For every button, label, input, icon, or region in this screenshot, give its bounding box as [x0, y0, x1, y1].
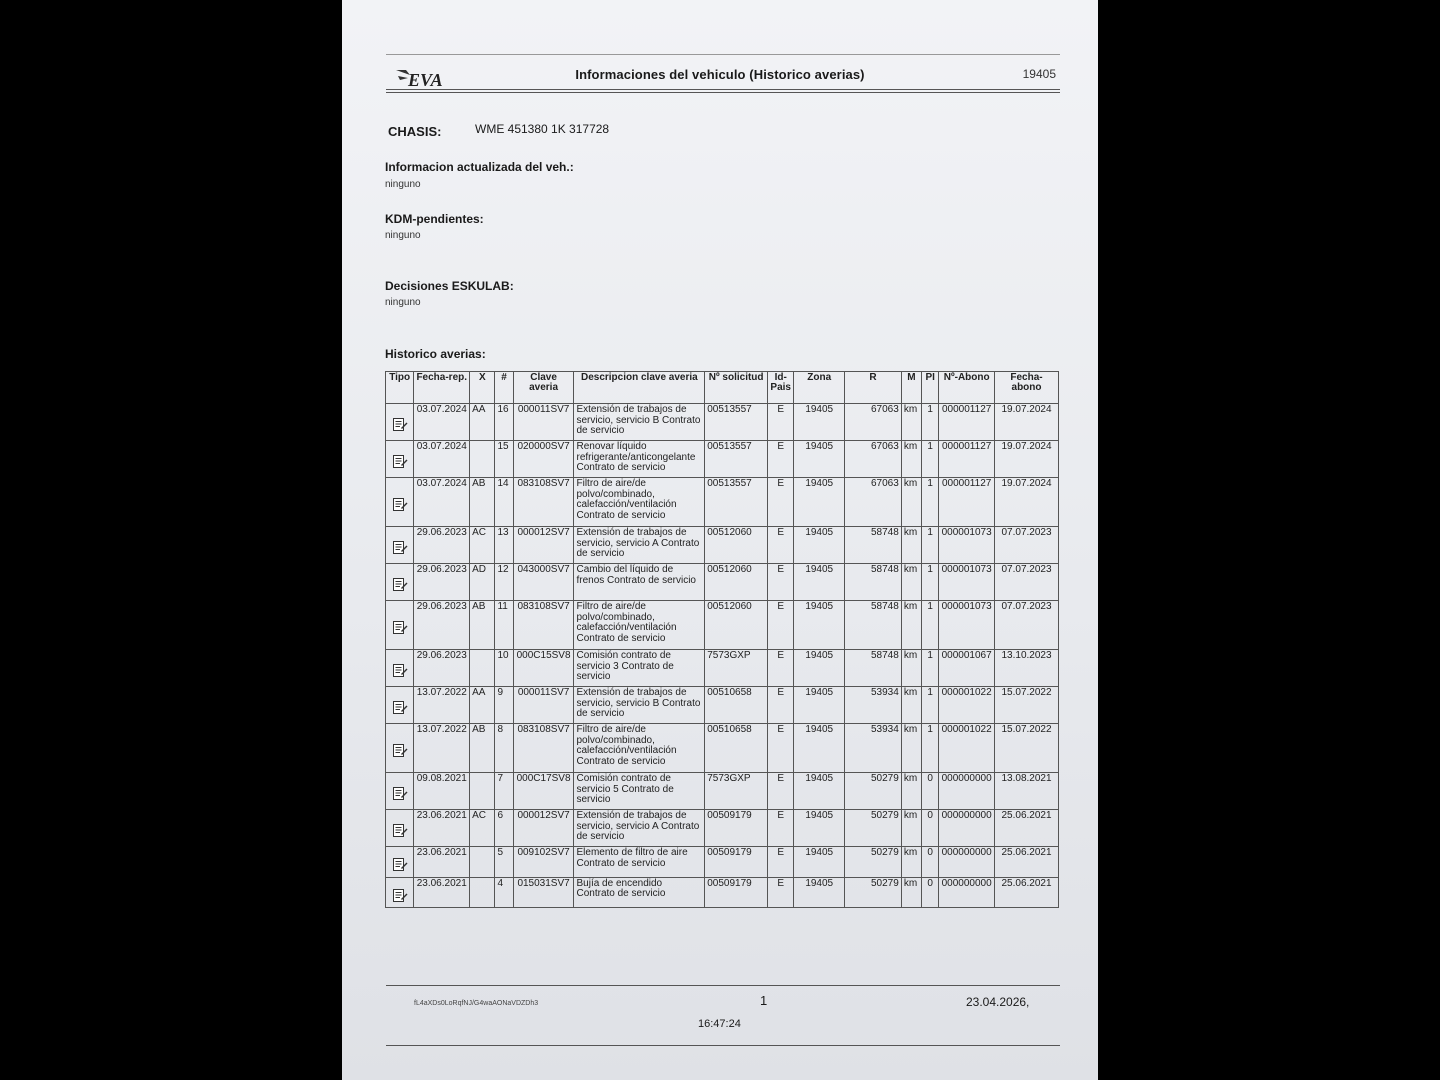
row-abono: 000000000 [939, 877, 995, 908]
row-clave: 043000SV7 [513, 564, 574, 601]
row-desc: Extensión de trabajos de servicio, servicio B Contrato de servicio [574, 687, 705, 724]
row-x: AB [470, 601, 495, 650]
document-edit-icon[interactable] [392, 887, 408, 903]
section-eskulab-label: Decisiones ESKULAB: [385, 279, 514, 293]
table-row [386, 773, 1059, 810]
row-fecha: 13.07.2022 [414, 724, 470, 773]
row-zona: 19405 [794, 441, 845, 478]
row-tipo [386, 847, 414, 878]
table-row [386, 877, 1059, 908]
table-row [386, 724, 1059, 773]
row-num: 5 [495, 847, 513, 878]
row-clave: 020000SV7 [513, 441, 574, 478]
row-num: 4 [495, 877, 513, 908]
row-tipo [386, 810, 414, 847]
row-solicitud: 00509179 [705, 847, 768, 878]
row-desc: Filtro de aire/de polvo/combinado, calefacción/ventilación Contrato de servicio [574, 601, 705, 650]
row-solicitud: 7573GXP [705, 773, 768, 810]
table-row [386, 404, 1059, 441]
row-pais: E [768, 404, 794, 441]
table-row [386, 527, 1059, 564]
footer-code: fL4aXDs0LoRqfNJ/G4waAONaVDZDh3 [414, 1000, 539, 1007]
row-clave: 009102SV7 [513, 847, 574, 878]
row-solicitud: 7573GXP [705, 650, 768, 687]
row-pi: 0 [922, 847, 939, 878]
row-m: km [901, 687, 921, 724]
row-m: km [901, 478, 921, 527]
row-r: 50279 [845, 810, 902, 847]
row-tipo [386, 404, 414, 441]
document-edit-icon[interactable] [392, 662, 408, 678]
row-num: 16 [495, 404, 513, 441]
row-zona: 19405 [794, 877, 845, 908]
row-pi: 1 [922, 724, 939, 773]
table-header-row [386, 372, 1059, 404]
row-r: 58748 [845, 527, 902, 564]
row-desc: Bujía de encendido Contrato de servicio [574, 877, 705, 908]
document-edit-icon[interactable] [392, 785, 408, 801]
row-pais: E [768, 810, 794, 847]
row-solicitud: 00509179 [705, 810, 768, 847]
col-header: Tipo [386, 372, 414, 404]
row-fecha: 03.07.2024 [414, 404, 470, 441]
row-fecha: 13.07.2022 [414, 687, 470, 724]
row-pais: E [768, 564, 794, 601]
row-r: 50279 [845, 877, 902, 908]
table-row [386, 650, 1059, 687]
row-solicitud: 00509179 [705, 877, 768, 908]
row-abono: 000000000 [939, 773, 995, 810]
row-x: AA [470, 404, 495, 441]
row-num: 15 [495, 441, 513, 478]
row-pi: 0 [922, 810, 939, 847]
row-clave: 000012SV7 [513, 810, 574, 847]
row-pi: 1 [922, 527, 939, 564]
row-abono: 000000000 [939, 810, 995, 847]
row-abono: 000001073 [939, 527, 995, 564]
row-zona: 19405 [794, 650, 845, 687]
document-edit-icon[interactable] [392, 496, 408, 512]
row-fecha: 23.06.2021 [414, 847, 470, 878]
page-number: 1 [760, 993, 768, 1008]
row-r: 67063 [845, 404, 902, 441]
row-clave: 000C15SV8 [513, 650, 574, 687]
row-pais: E [768, 527, 794, 564]
col-header: M [901, 372, 921, 404]
row-fecha-abono: 15.07.2022 [995, 687, 1059, 724]
row-desc: Comisión contrato de servicio 3 Contrato de servicio [574, 650, 705, 687]
row-tipo [386, 650, 414, 687]
row-fecha: 29.06.2023 [414, 564, 470, 601]
row-solicitud: 00510658 [705, 687, 768, 724]
document-edit-icon[interactable] [392, 822, 408, 838]
table-row [386, 687, 1059, 724]
row-abono: 000000000 [939, 847, 995, 878]
row-fecha: 29.06.2023 [414, 601, 470, 650]
section-info-label: Informacion actualizada del veh.: [385, 160, 574, 174]
row-num: 8 [495, 724, 513, 773]
row-m: km [901, 810, 921, 847]
row-r: 50279 [845, 773, 902, 810]
row-tipo [386, 527, 414, 564]
footer-rule-2 [386, 1045, 1060, 1046]
row-pi: 1 [922, 478, 939, 527]
row-fecha-abono: 15.07.2022 [995, 724, 1059, 773]
col-header: Id-Pais [768, 372, 794, 404]
row-x: AB [470, 724, 495, 773]
row-num: 9 [495, 687, 513, 724]
row-m: km [901, 527, 921, 564]
section-kdm-label: KDM-pendientes: [385, 212, 484, 226]
row-x [470, 650, 495, 687]
row-abono: 000001127 [939, 441, 995, 478]
row-abono: 000001067 [939, 650, 995, 687]
row-m: km [901, 441, 921, 478]
row-fecha: 03.07.2024 [414, 441, 470, 478]
row-x: AC [470, 810, 495, 847]
table-row [386, 847, 1059, 878]
history-table [385, 371, 1059, 908]
row-clave: 000012SV7 [513, 527, 574, 564]
row-fecha-abono: 07.07.2023 [995, 527, 1059, 564]
row-desc: Comisión contrato de servicio 5 Contrato de servicio [574, 773, 705, 810]
row-pais: E [768, 650, 794, 687]
row-abono: 000001073 [939, 601, 995, 650]
row-fecha-abono: 07.07.2023 [995, 564, 1059, 601]
section-kdm-value: ninguno [385, 230, 421, 241]
row-pais: E [768, 601, 794, 650]
row-solicitud: 00512060 [705, 601, 768, 650]
row-abono: 000001022 [939, 724, 995, 773]
row-abono: 000001127 [939, 478, 995, 527]
col-header: X [470, 372, 495, 404]
row-solicitud: 00513557 [705, 478, 768, 527]
row-desc: Elemento de filtro de aire Contrato de servicio [574, 847, 705, 878]
row-pi: 1 [922, 687, 939, 724]
row-desc: Extensión de trabajos de servicio, servicio A Contrato de servicio [574, 527, 705, 564]
col-header: Fecha-abono [995, 372, 1059, 404]
row-tipo [386, 441, 414, 478]
col-header: # [495, 372, 513, 404]
row-x [470, 773, 495, 810]
row-desc: Filtro de aire/de polvo/combinado, calefacción/ventilación Contrato de servicio [574, 724, 705, 773]
row-zona: 19405 [794, 564, 845, 601]
row-zona: 19405 [794, 773, 845, 810]
row-num: 13 [495, 527, 513, 564]
row-x [470, 877, 495, 908]
row-pi: 0 [922, 773, 939, 810]
row-abono: 000001022 [939, 687, 995, 724]
row-fecha-abono: 07.07.2023 [995, 601, 1059, 650]
col-header: Descripcion clave averia [574, 372, 705, 404]
row-fecha-abono: 19.07.2024 [995, 478, 1059, 527]
table-row [386, 810, 1059, 847]
row-m: km [901, 564, 921, 601]
row-tipo [386, 601, 414, 650]
row-fecha: 23.06.2021 [414, 810, 470, 847]
row-r: 58748 [845, 601, 902, 650]
history-title: Historico averias: [385, 347, 486, 361]
row-desc: Extensión de trabajos de servicio, servicio A Contrato de servicio [574, 810, 705, 847]
row-num: 7 [495, 773, 513, 810]
row-r: 53934 [845, 724, 902, 773]
section-info-value: ninguno [385, 179, 421, 190]
row-fecha-abono: 13.08.2021 [995, 773, 1059, 810]
row-x [470, 847, 495, 878]
page-title: Informaciones del vehiculo (Historico averias) [575, 67, 865, 82]
row-num: 10 [495, 650, 513, 687]
row-abono: 000001073 [939, 564, 995, 601]
row-fecha-abono: 19.07.2024 [995, 404, 1059, 441]
section-eskulab-value: ninguno [385, 297, 421, 308]
row-zona: 19405 [794, 847, 845, 878]
row-clave: 000C17SV8 [513, 773, 574, 810]
row-pais: E [768, 478, 794, 527]
table-row [386, 478, 1059, 527]
row-num: 14 [495, 478, 513, 527]
row-solicitud: 00513557 [705, 441, 768, 478]
col-header: R [845, 372, 902, 404]
row-fecha: 09.08.2021 [414, 773, 470, 810]
row-tipo [386, 478, 414, 527]
col-header: Nº-Abono [939, 372, 995, 404]
row-r: 58748 [845, 650, 902, 687]
row-r: 53934 [845, 687, 902, 724]
row-zona: 19405 [794, 601, 845, 650]
row-pi: 1 [922, 564, 939, 601]
row-tipo [386, 877, 414, 908]
row-num: 11 [495, 601, 513, 650]
table-row [386, 441, 1059, 478]
row-tipo [386, 724, 414, 773]
row-m: km [901, 724, 921, 773]
header-code: 19405 [1022, 67, 1056, 81]
row-r: 67063 [845, 478, 902, 527]
row-clave: 083108SV7 [513, 601, 574, 650]
chasis-label: CHASIS: [388, 124, 442, 139]
col-header: Nº solicitud [705, 372, 768, 404]
row-desc: Renovar líquido refrigerante/anticongelante Contrato de servicio [574, 441, 705, 478]
row-tipo [386, 687, 414, 724]
row-m: km [901, 847, 921, 878]
row-tipo [386, 564, 414, 601]
row-pais: E [768, 847, 794, 878]
row-clave: 083108SV7 [513, 724, 574, 773]
row-pi: 1 [922, 404, 939, 441]
footer-rule [386, 985, 1060, 986]
document-edit-icon[interactable] [392, 742, 408, 758]
document-edit-icon[interactable] [392, 539, 408, 555]
row-fecha-abono: 25.06.2021 [995, 847, 1059, 878]
row-fecha: 23.06.2021 [414, 877, 470, 908]
row-zona: 19405 [794, 724, 845, 773]
row-zona: 19405 [794, 810, 845, 847]
row-m: km [901, 650, 921, 687]
row-pais: E [768, 687, 794, 724]
row-zona: 19405 [794, 687, 845, 724]
row-zona: 19405 [794, 527, 845, 564]
document-edit-icon[interactable] [392, 416, 408, 432]
row-pais: E [768, 724, 794, 773]
row-num: 6 [495, 810, 513, 847]
row-r: 58748 [845, 564, 902, 601]
logo-text: EVA [408, 70, 443, 90]
row-pi: 1 [922, 650, 939, 687]
header-rule-2 [386, 92, 1060, 93]
print-date: 23.04.2026, [966, 995, 1030, 1009]
row-pais: E [768, 441, 794, 478]
row-pais: E [768, 773, 794, 810]
col-header: Fecha-rep. [414, 372, 470, 404]
table-row [386, 601, 1059, 650]
row-clave: 083108SV7 [513, 478, 574, 527]
row-pi: 0 [922, 877, 939, 908]
col-header: Zona [794, 372, 845, 404]
top-border [386, 54, 1060, 55]
row-pi: 1 [922, 601, 939, 650]
row-num: 12 [495, 564, 513, 601]
row-fecha-abono: 13.10.2023 [995, 650, 1059, 687]
row-m: km [901, 877, 921, 908]
row-solicitud: 00512060 [705, 564, 768, 601]
row-m: km [901, 773, 921, 810]
table-row [386, 564, 1059, 601]
row-m: km [901, 404, 921, 441]
document-edit-icon[interactable] [392, 619, 408, 635]
row-clave: 000011SV7 [513, 687, 574, 724]
col-header: PI [922, 372, 939, 404]
row-desc: Cambio del líquido de frenos Contrato de servicio [574, 564, 705, 601]
row-fecha-abono: 25.06.2021 [995, 810, 1059, 847]
row-abono: 000001127 [939, 404, 995, 441]
document-page [342, 0, 1098, 1080]
document-edit-icon[interactable] [392, 856, 408, 872]
row-r: 67063 [845, 441, 902, 478]
row-clave: 000011SV7 [513, 404, 574, 441]
row-desc: Extensión de trabajos de servicio, servicio B Contrato de servicio [574, 404, 705, 441]
row-solicitud: 00513557 [705, 404, 768, 441]
row-zona: 19405 [794, 478, 845, 527]
row-x [470, 441, 495, 478]
header-rule [386, 89, 1060, 90]
row-x: AD [470, 564, 495, 601]
col-header: Clave averia [513, 372, 574, 404]
print-time: 16:47:24 [698, 1018, 741, 1030]
row-m: km [901, 601, 921, 650]
row-fecha-abono: 19.07.2024 [995, 441, 1059, 478]
row-desc: Filtro de aire/de polvo/combinado, calefacción/ventilación Contrato de servicio [574, 478, 705, 527]
row-fecha: 29.06.2023 [414, 527, 470, 564]
row-tipo [386, 773, 414, 810]
row-solicitud: 00512060 [705, 527, 768, 564]
row-x: AC [470, 527, 495, 564]
row-solicitud: 00510658 [705, 724, 768, 773]
chasis-value: WME 451380 1K 317728 [475, 122, 610, 136]
row-pais: E [768, 877, 794, 908]
document-edit-icon[interactable] [392, 576, 408, 592]
row-zona: 19405 [794, 404, 845, 441]
row-clave: 015031SV7 [513, 877, 574, 908]
document-edit-icon[interactable] [392, 699, 408, 715]
row-fecha: 29.06.2023 [414, 650, 470, 687]
row-x: AA [470, 687, 495, 724]
row-pi: 1 [922, 441, 939, 478]
row-fecha-abono: 25.06.2021 [995, 877, 1059, 908]
row-r: 50279 [845, 847, 902, 878]
row-fecha: 03.07.2024 [414, 478, 470, 527]
row-x: AB [470, 478, 495, 527]
document-edit-icon[interactable] [392, 453, 408, 469]
